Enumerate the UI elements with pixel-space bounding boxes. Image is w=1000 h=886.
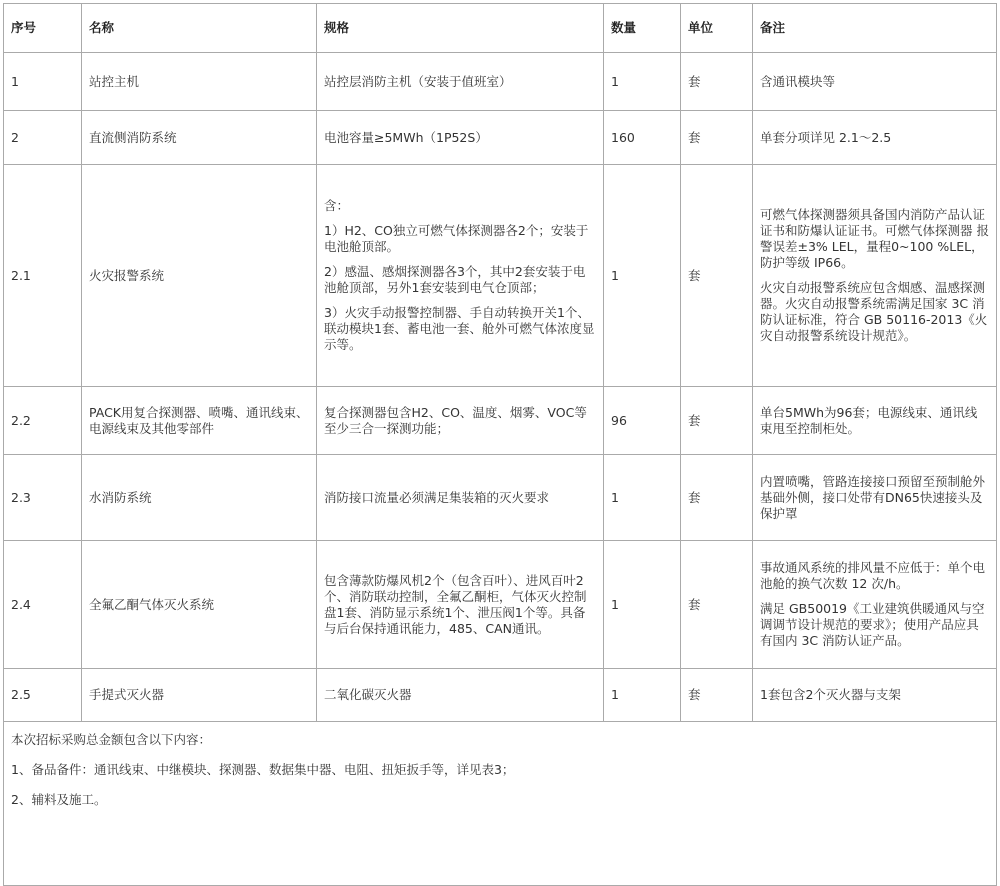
cell-name: 手提式灭火器	[82, 669, 317, 722]
cell-remark-paragraph: 单台5MWh为96套；电源线束、通讯线束甩至控制柜处。	[760, 404, 978, 436]
cell-name: 站控主机	[82, 53, 317, 111]
cell-spec	[317, 387, 604, 455]
cell-unit: 套	[681, 455, 753, 541]
cell-spec-paragraph: 3）火灾手动报警控制器、手自动转换开关1个、联动模块1套、蓄电池一套、舱外可燃气体浓度显示等。	[324, 305, 595, 352]
cell-spec-paragraph: 包含薄款防爆风机2个（包含百叶）、进风百叶2个、消防联动控制，全氟乙酮柜，气体灭火控制盘1套、消防显示系统1个、泄压阀1个等。具备与后台保持通讯能力，485、CAN通讯。	[324, 572, 587, 636]
cell-spec	[317, 669, 604, 722]
cell-remark-paragraph: 可燃气体探测器须具备国内消防产品认证证书和防爆认证证书。可燃气体探测器 报警误差±3% LEL，量程0~100 %LEL，防护等级 IP66。	[760, 207, 989, 270]
cell-name: 直流侧消防系统	[82, 111, 317, 165]
cell-spec	[317, 455, 604, 541]
cell-remark-paragraph: 1套包含2个灭火器与支架	[760, 687, 901, 702]
cell-remark	[753, 669, 997, 722]
cell-remark-paragraph: 含通讯模块等	[760, 73, 836, 89]
cell-qty: 1	[604, 669, 681, 722]
cell-spec-paragraph: 含：	[324, 198, 350, 213]
cell-qty: 1	[604, 165, 681, 387]
table-body	[4, 53, 997, 722]
cell-no: 2.3	[4, 455, 82, 541]
cell-no: 1	[4, 53, 82, 111]
cell-unit: 套	[681, 669, 753, 722]
table-row	[4, 165, 997, 387]
table-row	[4, 387, 997, 455]
cell-spec	[317, 165, 604, 387]
cell-unit: 套	[681, 387, 753, 455]
cell-unit: 套	[681, 165, 753, 387]
notes-intro: 本次招标采购总金额包含以下内容：	[11, 732, 212, 747]
cell-no: 2.2	[4, 387, 82, 455]
header-name: 名称	[82, 4, 317, 53]
cell-name: 火灾报警系统	[82, 165, 317, 387]
cell-remark-paragraph: 单套分项详见 2.1～2.5	[760, 129, 892, 145]
cell-remark	[753, 541, 997, 669]
cell-spec	[317, 111, 604, 165]
cell-remark	[753, 53, 997, 111]
cell-remark-paragraph: 事故通风系统的排风量不应低于：单个电池舱的换气次数 12 次/h。	[760, 560, 986, 591]
cell-spec	[317, 53, 604, 111]
cell-no: 2.5	[4, 669, 82, 722]
cell-name: 水消防系统	[82, 455, 317, 541]
cell-spec-paragraph: 电池容量≥5MWh（1P52S）	[324, 129, 488, 145]
cell-qty: 1	[604, 455, 681, 541]
cell-spec-paragraph: 1）H2、CO独立可燃气体探测器各2个；安装于电池舱顶部。	[324, 223, 589, 254]
cell-remark-paragraph: 内置喷嘴，管路连接接口预留至预制舱外基础外侧，接口处带有DN65快速接头及保护罩	[760, 473, 986, 521]
header-unit: 单位	[681, 4, 753, 53]
cell-name: 全氟乙酮气体灭火系统	[82, 541, 317, 669]
cell-spec-paragraph: 二氧化碳灭火器	[324, 687, 412, 702]
header-row	[4, 4, 997, 53]
table-row	[4, 111, 997, 165]
notes-item-2: 2、辅料及施工。	[11, 792, 107, 807]
spec-table	[3, 3, 997, 886]
header-qty: 数量	[604, 4, 681, 53]
header-spec: 规格	[317, 4, 604, 53]
cell-spec-paragraph: 站控层消防主机（安装于值班室）	[324, 73, 512, 89]
notes-item-1: 1、备品备件：通讯线束、中继模块、探测器、数据集中器、电阻、扭矩扳手等，详见表3；	[11, 762, 515, 777]
cell-no: 2	[4, 111, 82, 165]
cell-remark	[753, 165, 997, 387]
cell-no: 2.1	[4, 165, 82, 387]
cell-name: PACK用复合探测器、喷嘴、通讯线束、电源线束及其他零部件	[82, 387, 317, 455]
table-row	[4, 669, 997, 722]
cell-remark	[753, 111, 997, 165]
cell-unit: 套	[681, 53, 753, 111]
cell-remark	[753, 455, 997, 541]
notes-cell	[4, 722, 997, 886]
cell-remark	[753, 387, 997, 455]
cell-unit: 套	[681, 541, 753, 669]
cell-qty: 96	[604, 387, 681, 455]
table-row	[4, 541, 997, 669]
notes-row	[4, 722, 997, 886]
cell-unit: 套	[681, 111, 753, 165]
cell-remark-paragraph: 满足 GB50019《工业建筑供暖通风与空调调节设计规范的要求》；使用产品应具有国内 3C 消防认证产品。	[760, 601, 985, 648]
cell-spec-paragraph: 复合探测器包含H2、CO、温度、烟雾、VOC等至少三合一探测功能；	[324, 404, 587, 436]
table-row	[4, 53, 997, 111]
cell-qty: 1	[604, 53, 681, 111]
cell-qty: 160	[604, 111, 681, 165]
cell-spec-paragraph: 消防接口流量必须满足集装箱的灭火要求	[324, 489, 550, 505]
cell-spec-paragraph: 2）感温、感烟探测器各3个，其中2套安装于电池舱顶部，另外1套安装到电气仓顶部；	[324, 264, 586, 295]
cell-remark-paragraph: 火灾自动报警系统应包含烟感、温感探测器。火灾自动报警系统需满足国家 3C 消防认证标准，符合 GB 50116-2013《火灾自动报警系统设计规范》。	[760, 280, 988, 343]
header-remark: 备注	[753, 4, 997, 53]
cell-qty: 1	[604, 541, 681, 669]
table-row	[4, 455, 997, 541]
cell-no: 2.4	[4, 541, 82, 669]
cell-spec	[317, 541, 604, 669]
header-no: 序号	[4, 4, 82, 53]
